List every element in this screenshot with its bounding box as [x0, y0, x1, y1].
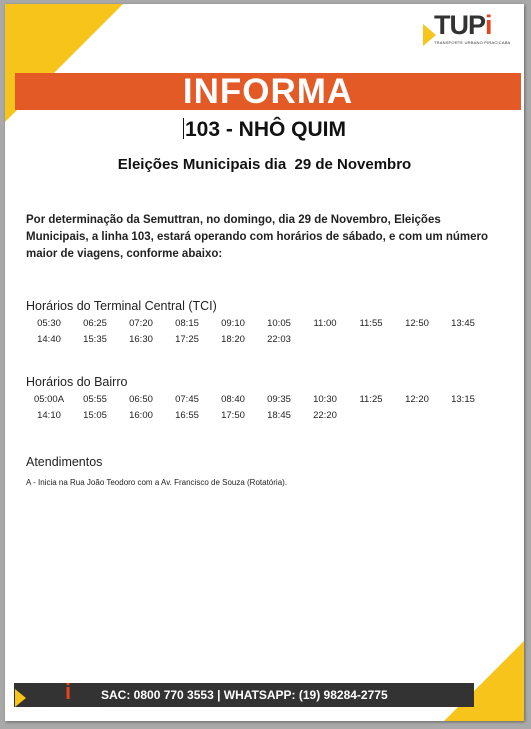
- notice-body: Por determinação da Semuttran, no domingo, dia 29 de Novembro, Eleições Municipais, a linha 103, estará operando com horários de sábado, e com um número maior de viagens, conforme abaixo:: [26, 214, 489, 260]
- departure-time: 15:05: [83, 410, 107, 421]
- departure-time: 15:35: [83, 334, 107, 345]
- departure-time: 14:10: [37, 410, 61, 421]
- departure-time: 16:00: [129, 410, 153, 421]
- logo-tagline: TRANSPORTE URBANO PIRACICABA: [434, 40, 511, 45]
- departure-time: 17:50: [221, 410, 245, 421]
- departure-time: 17:25: [175, 334, 199, 345]
- atendimentos-note: A - Inicia na Rua João Teodoro com a Av. Francisco de Souza (Rotatória).: [26, 478, 288, 487]
- departure-time: 14:40: [37, 334, 61, 345]
- departure-time: 22:03: [267, 334, 291, 345]
- informa-banner: INFORMA: [15, 73, 521, 110]
- election-subtitle: Eleições Municipais dia 29 de Novembro: [117, 156, 412, 173]
- departure-time: 11:55: [359, 318, 383, 329]
- corner-decoration-bottom-right: [444, 641, 524, 721]
- tupi-logo: [423, 10, 510, 46]
- departure-time: 13:45: [451, 318, 475, 329]
- departure-time: 10:30: [313, 394, 337, 405]
- time-row: [26, 408, 506, 424]
- terminal-schedule-title: Horários do Terminal Central (TCI): [26, 299, 217, 313]
- departure-time: 09:35: [267, 394, 291, 405]
- logo-word-main: TUP: [24, 679, 65, 704]
- departure-time: 10:05: [267, 318, 291, 329]
- departure-time: 08:40: [221, 394, 245, 405]
- departure-time: 11:00: [313, 318, 337, 329]
- logo-word-main: TUP: [434, 10, 485, 40]
- departure-time: 05:55: [83, 394, 107, 405]
- terminal-schedule-times: [26, 316, 506, 348]
- departure-time: 16:30: [129, 334, 153, 345]
- line-title: [5, 118, 524, 142]
- departure-time: 18:45: [267, 410, 291, 421]
- time-row: [26, 392, 506, 408]
- departure-time: 12:20: [405, 394, 429, 405]
- notice-page: [5, 4, 524, 721]
- logo-word-accent: i: [65, 679, 71, 704]
- departure-time: 11:25: [359, 394, 383, 405]
- departure-time: 07:45: [175, 394, 199, 405]
- departure-time: 05:30: [37, 318, 61, 329]
- departure-time: 09:10: [221, 318, 245, 329]
- time-row: [26, 332, 506, 348]
- tupi-logo-footer: [15, 681, 100, 708]
- departure-time: 07:20: [129, 318, 153, 329]
- departure-time: 08:15: [175, 318, 199, 329]
- departure-time: 06:25: [83, 318, 107, 329]
- line-title-text: 103 - NHÔ QUIM: [184, 118, 347, 141]
- logo-tagline: TRANSPORTE URBANO PIRACICABA: [24, 703, 101, 708]
- bairro-schedule-title: Horários do Bairro: [26, 375, 128, 389]
- footer-contact: SAC: 0800 770 3553 | WHATSAPP: (19) 98284-2775: [101, 688, 388, 702]
- atendimentos-title: Atendimentos: [26, 455, 103, 469]
- text-cursor: [183, 118, 184, 139]
- departure-time: 13:15: [451, 394, 475, 405]
- time-row: [26, 316, 506, 332]
- departure-time: 06:50: [129, 394, 153, 405]
- logo-word-accent: i: [485, 10, 492, 40]
- departure-time: 18:20: [221, 334, 245, 345]
- departure-time: 22:20: [313, 410, 337, 421]
- departure-time: 16:55: [175, 410, 199, 421]
- departure-time: 12:50: [405, 318, 429, 329]
- departure-time: 05:00A: [33, 394, 65, 405]
- bairro-schedule-times: [26, 392, 506, 424]
